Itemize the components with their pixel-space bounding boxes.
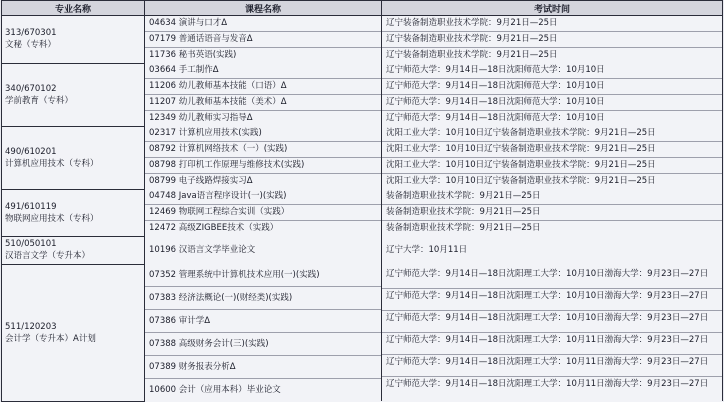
course-item: 07383 经济法概论(一)(财经类)(实践) (145, 287, 381, 310)
major-cell (2, 16, 145, 64)
major-code: 340/670102 (5, 83, 57, 94)
exam-time: 辽宁师范大学：9月14日—18日沈阳师范大学：10月10日 (386, 113, 605, 123)
major-name: 计算机应用技术（专科） (5, 158, 99, 169)
table-row (2, 189, 723, 236)
exam-time: 沈阳工业大学：10月10日辽宁装备制造职业技术学院：9月21日—25日 (386, 176, 656, 186)
major-code: 510/050101 (5, 239, 57, 249)
exam-cell (382, 16, 723, 64)
header-major: 专业名称 (2, 1, 145, 16)
exam-time: 沈阳工业大学：10月10日辽宁装备制造职业技术学院：9月21日—25日 (382, 126, 722, 142)
exam-cell (382, 264, 723, 401)
exam-time: 辽宁师范大学：9月14日—18日沈阳理工大学：10月11日渤海大学：9月23日—27日 (386, 378, 709, 389)
exam-time: 装备制造职业技术学院：9月21日—25日 (382, 205, 722, 221)
course-item: 07179 普通话语音与发音Δ (145, 32, 381, 48)
exam-time: 辽宁师范大学：9月14日—18日沈阳理工大学：10月11日渤海大学：9月23日—27日 (382, 333, 722, 355)
course-item: 10196 汉语言文学毕业论文 (149, 245, 256, 255)
major-code: 313/670301 (5, 28, 57, 39)
major-code: 491/610119 (5, 201, 57, 212)
exam-time: 辽宁师范大学：9月14日—18日沈阳理工大学：10月11日渤海大学：9月23日—27日 (382, 355, 722, 377)
course-item: 04748 Java语言程序设计(一)(实践) (145, 189, 381, 205)
course-item: 12349 幼儿教师实习指导Δ (149, 113, 253, 123)
table-header-row (2, 1, 723, 16)
major-name: 文秘（专科） (5, 40, 57, 51)
exam-cell (382, 189, 723, 236)
exam-time: 辽宁师范大学：9月14日—18日沈阳理工大学：10月10日渤海大学：9月23日—27日 (382, 311, 722, 333)
exam-time: 辽宁师范大学：9月14日—18日沈阳理工大学：10月10日渤海大学：9月23日—27日 (382, 289, 722, 311)
course-item: 12469 物联网工程综合实训（实践） (145, 205, 381, 221)
course-item: 07386 审计学Δ (145, 310, 381, 333)
major-cell (2, 189, 145, 236)
major-name: 汉语言文学（专升本） (5, 251, 91, 261)
course-cell (145, 126, 382, 189)
major-cell (2, 236, 145, 264)
major-cell (2, 126, 145, 189)
course-item: 02317 计算机应用技术(实践) (145, 126, 381, 142)
exam-cell (382, 126, 723, 189)
major-cell (2, 264, 145, 401)
course-item: 04634 演讲与口才Δ (145, 16, 381, 32)
major-name: 学前教育（专科） (5, 95, 74, 106)
table-row (2, 126, 723, 189)
exam-time: 辽宁师范大学：9月14日—18日沈阳师范大学：10月10日 (382, 79, 722, 95)
course-cell (145, 264, 382, 401)
exam-time: 辽宁大学：10月11日 (386, 245, 468, 255)
course-item: 10600 会计（应用本科）毕业论文 (149, 385, 281, 395)
course-item: 08792 计算机网络技术（一）(实践) (145, 142, 381, 158)
table-row (2, 264, 723, 401)
course-cell (145, 63, 382, 126)
header-exam: 考试时间 (382, 1, 723, 16)
course-item: 11736 秘书英语(实践) (149, 50, 237, 60)
course-cell (145, 236, 382, 264)
course-item: 08798 打印机工作原理与维修技术(实践) (145, 158, 381, 174)
table-row (2, 63, 723, 126)
header-course: 课程名称 (145, 1, 382, 16)
major-name: 物联网应用技术（专科） (5, 213, 99, 224)
exam-time: 辽宁装备制造职业技术学院：9月21日—25日 (382, 32, 722, 48)
exam-time: 沈阳工业大学：10月10日辽宁装备制造职业技术学院：9月21日—25日 (382, 158, 722, 174)
exam-time: 辽宁装备制造职业技术学院：9月21日—25日 (386, 50, 558, 60)
exam-time: 沈阳工业大学：10月10日辽宁装备制造职业技术学院：9月21日—25日 (382, 142, 722, 158)
major-code: 511/120203 (5, 321, 57, 332)
exam-time: 辽宁师范大学：9月14日—18日沈阳师范大学：10月10日 (382, 95, 722, 111)
exam-cell (382, 236, 723, 264)
course-item: 07388 高级财务会计(三)(实践) (145, 333, 381, 356)
exam-time: 装备制造职业技术学院：9月21日—25日 (382, 189, 722, 205)
course-item: 12472 高级ZIGBEE技术（实践） (149, 223, 279, 233)
course-item: 11207 幼儿教师基本技能（美术）Δ (145, 95, 381, 111)
major-code: 490/610201 (5, 146, 57, 157)
course-cell (145, 189, 382, 236)
course-item: 11206 幼儿教师基本技能（口语）Δ (145, 79, 381, 95)
major-cell (2, 63, 145, 126)
exam-cell (382, 63, 723, 126)
exam-time: 装备制造职业技术学院：9月21日—25日 (386, 223, 541, 233)
table-row (2, 236, 723, 264)
table-row (2, 16, 723, 64)
course-cell (145, 16, 382, 64)
course-item: 07389 财务报表分析Δ (145, 356, 381, 379)
major-name: 会计学（专升本）A计划 (5, 333, 96, 344)
exam-time: 辽宁师范大学：9月14日—18日沈阳理工大学：10月10日渤海大学：9月23日—27日 (382, 267, 722, 289)
exam-time: 辽宁装备制造职业技术学院：9月21日—25日 (382, 16, 722, 32)
exam-schedule-table (1, 0, 723, 402)
course-item: 07352 管理系统中计算机技术应用(一)(实践) (145, 264, 381, 287)
exam-time: 辽宁师范大学：9月14日—18日沈阳师范大学：10月10日 (382, 63, 722, 79)
course-item: 08799 电子线路焊接实习Δ (149, 176, 253, 186)
course-item: 03664 手工制作Δ (145, 63, 381, 79)
